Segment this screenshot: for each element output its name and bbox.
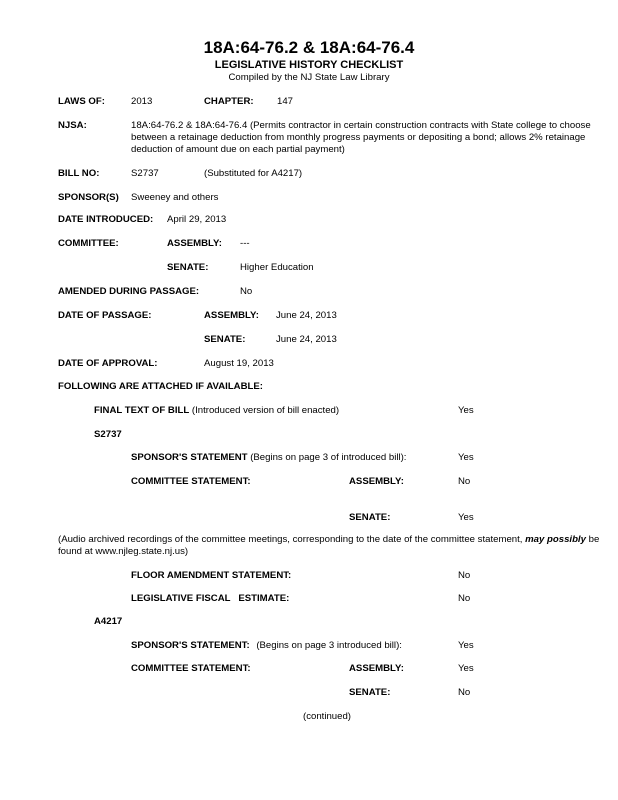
audio-note-part2: be found at www.njleg.state.nj.us) <box>58 534 600 557</box>
attached-heading: FOLLOWING ARE ATTACHED IF AVAILABLE: <box>58 381 263 392</box>
fiscal-estimate-label: LEGISLATIVE FISCAL ESTIMATE: <box>131 593 290 604</box>
date-introduced-value: April 29, 2013 <box>167 214 227 225</box>
passage-assembly-value: June 24, 2013 <box>276 310 337 321</box>
s2737-sponsor-value: Yes <box>458 452 474 463</box>
final-text-value: Yes <box>458 405 474 416</box>
amended-label: AMENDED DURING PASSAGE: <box>58 286 200 297</box>
bill-no-note: (Substituted for A4217) <box>204 168 303 179</box>
committee-senate-label: SENATE: <box>167 262 209 273</box>
a4217-assembly-value: Yes <box>458 663 474 674</box>
final-text-row <box>94 405 339 417</box>
s2737-senate-value: Yes <box>458 512 474 523</box>
compiled-by: Compiled by the NJ State Law Library <box>228 72 390 83</box>
njsa-value: 18A:64-76.2 & 18A:64-76.4 (Permits contractor in certain construction contracts with State college to choose between a retainage deduction from monthly progress payments or depositing a bond; allows 2% retainage deduction of amount due on each partial payment) <box>131 120 591 155</box>
audio-note <box>58 534 606 558</box>
a4217-senate-value: No <box>458 687 471 698</box>
passage-senate-label: SENATE: <box>204 334 246 345</box>
date-of-approval-label: DATE OF APPROVAL: <box>58 358 158 369</box>
bill-no-value: S2737 <box>131 168 159 179</box>
s2737-committee-label: COMMITTEE STATEMENT: <box>131 476 251 487</box>
s2737-assembly-value: No <box>458 476 471 487</box>
final-text-note: (Introduced version of bill enacted) <box>191 405 340 416</box>
date-introduced-label: DATE INTRODUCED: <box>58 214 154 225</box>
date-of-passage-label: DATE OF PASSAGE: <box>58 310 152 321</box>
a4217-committee-label: COMMITTEE STATEMENT: <box>131 663 251 674</box>
passage-senate-value: June 24, 2013 <box>276 334 337 345</box>
a4217-sponsor-row <box>131 640 402 652</box>
s2737-sponsor-label: SPONSOR'S STATEMENT <box>131 452 248 463</box>
a4217-sponsor-note: (Begins on page 3 introduced bill): <box>256 640 402 651</box>
a4217-assembly-label: ASSEMBLY: <box>349 663 404 674</box>
final-text-label: FINAL TEXT OF BILL <box>94 405 190 416</box>
floor-amendment-value: No <box>458 570 471 581</box>
a4217-heading: A4217 <box>94 616 123 627</box>
page-subtitle: LEGISLATIVE HISTORY CHECKLIST <box>214 59 404 71</box>
committee-assembly-value: --- <box>240 238 250 249</box>
committee-senate-value: Higher Education <box>240 262 314 273</box>
sponsors-label: SPONSOR(S) <box>58 192 119 203</box>
njsa-label: NJSA: <box>58 120 87 131</box>
amended-value: No <box>240 286 253 297</box>
committee-assembly-label: ASSEMBLY: <box>167 238 222 249</box>
s2737-senate-label: SENATE: <box>349 512 391 523</box>
date-of-approval-value: August 19, 2013 <box>204 358 274 369</box>
s2737-assembly-label: ASSEMBLY: <box>349 476 404 487</box>
a4217-senate-label: SENATE: <box>349 687 391 698</box>
laws-of-value: 2013 <box>131 96 153 107</box>
sponsors-value: Sweeney and others <box>131 192 219 203</box>
audio-note-emphasis: may possibly <box>525 534 586 545</box>
chapter-label: CHAPTER: <box>204 96 254 107</box>
bill-no-label: BILL NO: <box>58 168 100 179</box>
continued-note: (continued) <box>303 711 351 722</box>
page-title: 18A:64-76.2 & 18A:64-76.4 <box>203 38 415 57</box>
chapter-value: 147 <box>277 96 294 107</box>
a4217-sponsor-value: Yes <box>458 640 474 651</box>
fiscal-estimate-value: No <box>458 593 471 604</box>
floor-amendment-label: FLOOR AMENDMENT STATEMENT: <box>131 570 292 581</box>
s2737-sponsor-note: (Begins on page 3 of introduced bill): <box>250 452 407 463</box>
laws-of-label: LAWS OF: <box>58 96 105 107</box>
audio-note-part1: (Audio archived recordings of the committee meetings, corresponding to the date of the committee statement, <box>58 534 526 545</box>
passage-assembly-label: ASSEMBLY: <box>204 310 259 321</box>
s2737-sponsor-row <box>131 452 406 464</box>
a4217-sponsor-label: SPONSOR'S STATEMENT: <box>131 640 250 651</box>
committee-label: COMMITTEE: <box>58 238 119 249</box>
s2737-heading: S2737 <box>94 429 122 440</box>
